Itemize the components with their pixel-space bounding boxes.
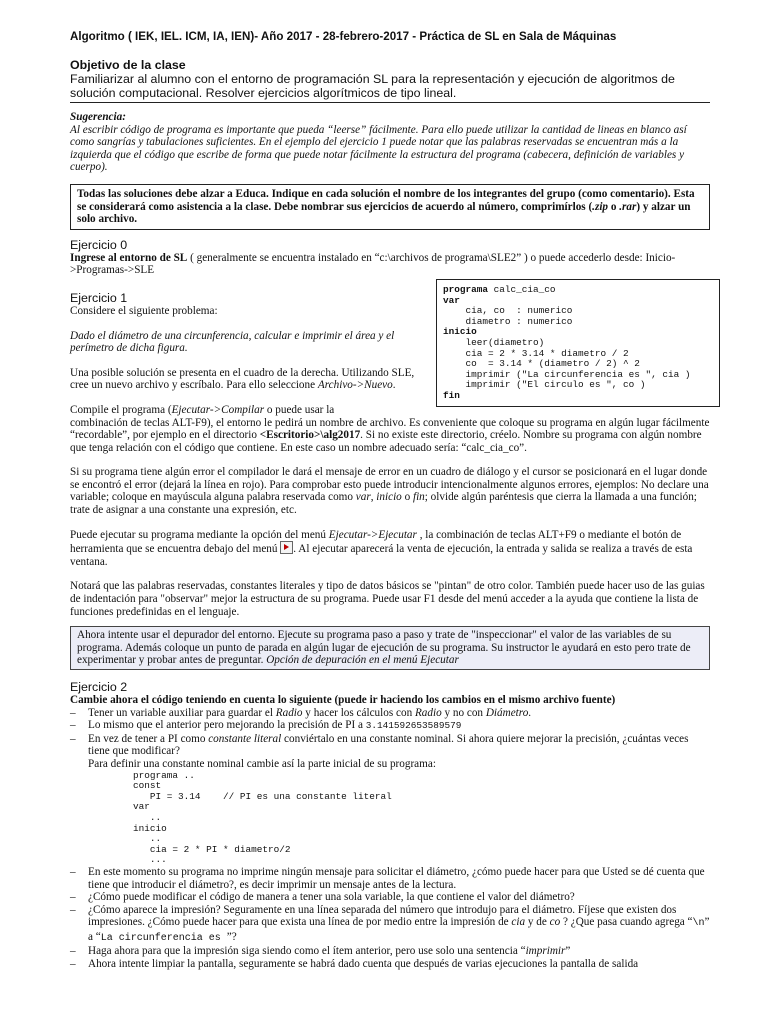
depurador-box: Ahora intente usar el depurador del entorno. Ejecute su programa paso a paso y trate de "inspeccionar" el valor de las variables de su programa. Además coloque un punto de parada en algún lugar de ejecución de su programa. Su instructor le ayudará en esto pero trate de experimentar y probar antes de preguntar. Opción de depuración en el menú Ejecutar	[70, 626, 710, 670]
document-title: Algoritmo ( IEK, IEL. ICM, IA, IEN)- Año 2017 - 28-febrero-2017 - Práctica de SL en Sala de Máquinas	[70, 30, 617, 43]
ejercicio-1-p5: Si su programa tiene algún error el compilador le dará el mensaje de error en un cuadro de diálogo y el cursor se posicionará en el lugar donde se encontró el error (dejará la línea en rojo). Para comprobar esto puede introducir intencionalmente algunos errores, ejemplos: No declare una variable; coloque en mayúscula alguna palabra reservada como var, inicio o fin; olvide algún paréntesis que cierra la llamada a una función; trate de asignar a una constante una expresión, etc.	[70, 466, 709, 517]
list-item: – Haga ahora para que la impresión siga siendo como el ítem anterior, pero use solo una sentencia “imprimir”	[70, 945, 710, 958]
objetivo-heading: Objetivo de la clase	[70, 58, 186, 72]
ejercicio-0-heading: Ejercicio 0	[70, 237, 128, 252]
ejercicio-1-p4-start: Compile el programa (Ejecutar->Compilar o puede usar la	[70, 403, 335, 416]
sugerencia-text: Al escribir código de programa es importante que pueda “leerse” fácilmente. Para ello puede utilizar la cantidad de lineas en blanco así como sangrías y tabulaciones suficientes. En el ejemplo del ejercicio 1 puede notar que las palabras reservadas se encuentran más a la izquierda que el código que escribe de forma que puede notar fácilmente la estructura del programa (cabecera, definición de variables y cuerpo).	[70, 123, 687, 174]
list-item: – Lo mismo que el anterior pero mejorando la precisión de PI a 3.141592653589579	[70, 719, 710, 733]
document-page	[70, 22, 710, 971]
ejercicio-0-text: Ingrese al entorno de SL ( generalmente se encuentra instalado en “c:\archivos de programa\SLE2” ) o puede accederlo desde: Inicio->Programas->SLE	[70, 251, 676, 277]
ejercicio-1-problem: Dado el diámetro de una circunferencia, calcular e imprimir el área y el perímetro de dicha figura.	[70, 329, 395, 355]
ejercicio-1-p3: Una posible solución se presenta en el cuadro de la derecha. Utilizando SLE, cree un nuevo archivo y escríbalo. Para ello seleccione Archivo->Nuevo.	[70, 366, 415, 392]
list-item: – En vez de tener a PI como constante literal conviértalo en una constante nominal. Si ahora quiere mejorar la precisión, ¿cuántas veces tiene que modificar? Para definir una constante nominal cambie así la parte inicial de su programa: programa .. const PI = 3.14 // PI es una constante literal var .. inicio .. cia = 2 * PI * diametro/2 ...	[70, 733, 710, 866]
ejercicio-1-p1: Considere el siguiente problema:	[70, 304, 218, 317]
ejercicio-2-list	[70, 707, 710, 971]
list-item: – ¿Cómo puede modificar el código de manera a tener una sola variable, la que contiene el valor del diámetro?	[70, 891, 710, 904]
list-item: – Tener un variable auxiliar para guardar el Radio y hacer los cálculos con Radio y no con Diámetro.	[70, 707, 710, 720]
ejercicio-2-heading: Ejercicio 2	[70, 680, 128, 694]
ejercicio-1-code-box: programa calc_cia_co var cia, co : numerico diametro : numerico inicio leer(diametro) cia = 2 * 3.14 * diametro / 2 co = 3.14 * (diametro / 2) ^ 2 imprimir ("La circunferencia es ", cia ) imprimir ("El circulo es ", co ) fin	[436, 279, 720, 408]
list-item: – En este momento su programa no imprime ningún mensaje para solicitar el diámetro, ¿cómo puede hacer para que Usted se dé cuenta que tiene que introducir el diámetro?, es decir imprimir un mensaje antes de la lectura.	[70, 866, 710, 891]
sugerencia-heading: Sugerencia:	[70, 111, 126, 123]
ejercicio-1-p7: Notará que las palabras reservadas, constantes literales y tipo de datos básicos se "pintan" de otro color. También puede hacer uso de las guias de indentación para "observar" mejor la estructura de su programa. Puede usar F1 desde del menú acceder a la ayuda que contiene la lista de funciones predefinidas en el lenguaje.	[70, 580, 705, 618]
aviso-box: Todas las soluciones debe alzar a Educa. Indique en cada solución el nombre de los integrantes del grupo (como comentario). Esta se considerará como asistencia a la clase. Debe nombrar sus ejercicios de acuerdo al número, comprimírlos (.zip o .rar) y alzar un solo archivo.	[70, 184, 710, 230]
ejercicio-1-p6: Puede ejecutar su programa mediante la opción del menú Ejecutar->Ejecutar , la combinación de teclas ALT+F9 o mediante el botón de herramienta que se encuentra debajo del menú . Al ejecutar aparecerá la venta de ejecución, la entrada y salida se realiza a través de esta ventana.	[70, 528, 693, 568]
ejercicio-2-intro: Cambie ahora el código teniendo en cuenta lo siguiente (puede ir haciendo los cambios en el mismo archivo fuente)	[70, 694, 616, 706]
const-code-snippet: programa .. const PI = 3.14 // PI es una constante literal var .. inicio .. cia = 2 * PI * diametro/2 ...	[133, 769, 392, 866]
objetivo-text: Familiarizar al alumno con el entorno de programación SL para la representación y ejecución de algoritmos de solución computacional. Resolver ejercicios algorítmicos de tipo lineal.	[70, 72, 710, 103]
run-icon	[280, 541, 293, 554]
ejercicio-1-heading: Ejercicio 1	[70, 290, 128, 305]
ejercicio-1-section	[70, 283, 710, 417]
ejercicio-1-p4: combinación de teclas ALT-F9), el entorno le pedirá un nombre de archivo. Es conveniente que coloque su programa en algún lugar fácilmente “recordable”, por ejemplo en el directorio <Escritorio>\alg2017. Si no existe este directorio, créelo. Nombre su programa con algún nombre que tenga relación con el código que contiene. En este caso un nombre adecuado sería: “calc_cia_co”.	[70, 416, 710, 454]
list-item: – ¿Cómo aparece la impresión? Seguramente en una línea separada del número que introdujo para el diámetro. Fíjese que existen dos impresiones. ¿Cómo puede hacer para que exista una línea de por medio entre la impresión de cia y de co ? ¿Que pasa cuando agrega “\n” a “La circunferencia es ”?	[70, 904, 710, 946]
list-item: – Ahora intente limpiar la pantalla, seguramente se habrá dado cuenta que después de varias ejecuciones la pantalla de salida	[70, 958, 710, 971]
